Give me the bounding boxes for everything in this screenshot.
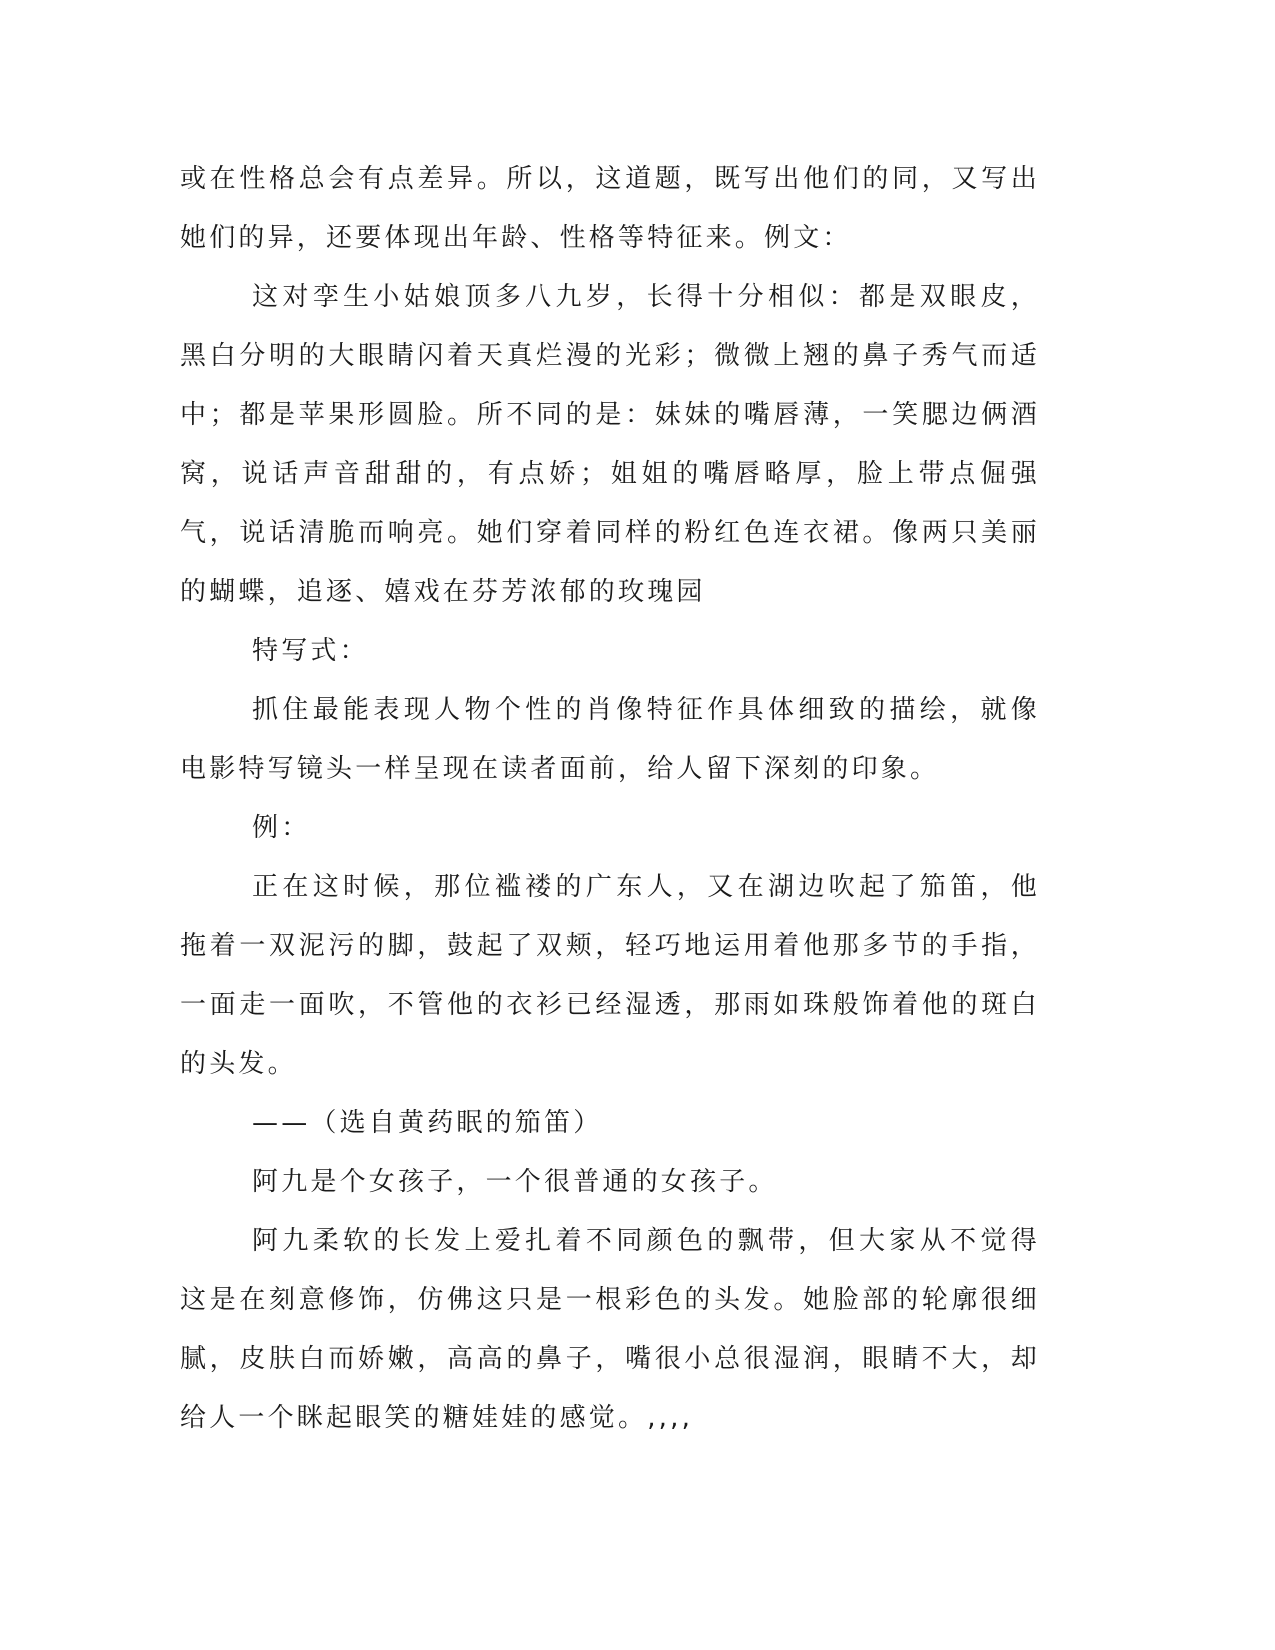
example-label: 例： (252, 813, 311, 843)
document-page (180, 150, 1040, 1448)
paragraph-cantonese-example: 正在这时候，那位褴褛的广东人，又在湖边吹起了笳笛，他拖着一双泥污的脚，鼓起了双颊，轻巧地运用着他那多节的手指，一面走一面吹，不管他的衣衫已经湿透，那雨如珠般饰着他的斑白的头发。 (180, 872, 1040, 1079)
paragraph-1: 或在性格总会有点差异。所以，这道题，既写出他们的同，又写出她们的异，还要体现出年龄、性格等特征来。例文： (180, 164, 1040, 253)
paragraph-ajiu-description: 阿九柔软的长发上爱扎着不同颜色的飘带，但大家从不觉得这是在刻意修饰，仿佛这只是一根彩色的头发。她脸部的轮廓很细腻，皮肤白而娇嫩，高高的鼻子，嘴很小总很湿润，眼睛不大，却给人一个眯起眼笑的糖娃娃的感觉。,,,, (180, 1226, 1040, 1433)
section-heading-closeup: 特写式： (252, 636, 369, 666)
paragraph-twins-example: 这对孪生小姑娘顶多八九岁，长得十分相似：都是双眼皮，黑白分明的大眼睛闪着天真烂漫的光彩；微微上翘的鼻子秀气而适中；都是苹果形圆脸。所不同的是：妹妹的嘴唇薄，一笑腮边俩酒窝，说话声音甜甜的，有点娇；姐姐的嘴唇略厚，脸上带点倔强气，说话清脆而响亮。她们穿着同样的粉红色连衣裙。像两只美丽的蝴蝶，追逐、嬉戏在芬芳浓郁的玫瑰园 (180, 282, 1040, 607)
citation: ——（选自黄药眠的笳笛） (252, 1108, 603, 1138)
paragraph-closeup-description: 抓住最能表现人物个性的肖像特征作具体细致的描绘，就像电影特写镜头一样呈现在读者面前，给人留下深刻的印象。 (180, 695, 1040, 784)
paragraph-ajiu-intro: 阿九是个女孩子，一个很普通的女孩子。 (252, 1167, 778, 1197)
